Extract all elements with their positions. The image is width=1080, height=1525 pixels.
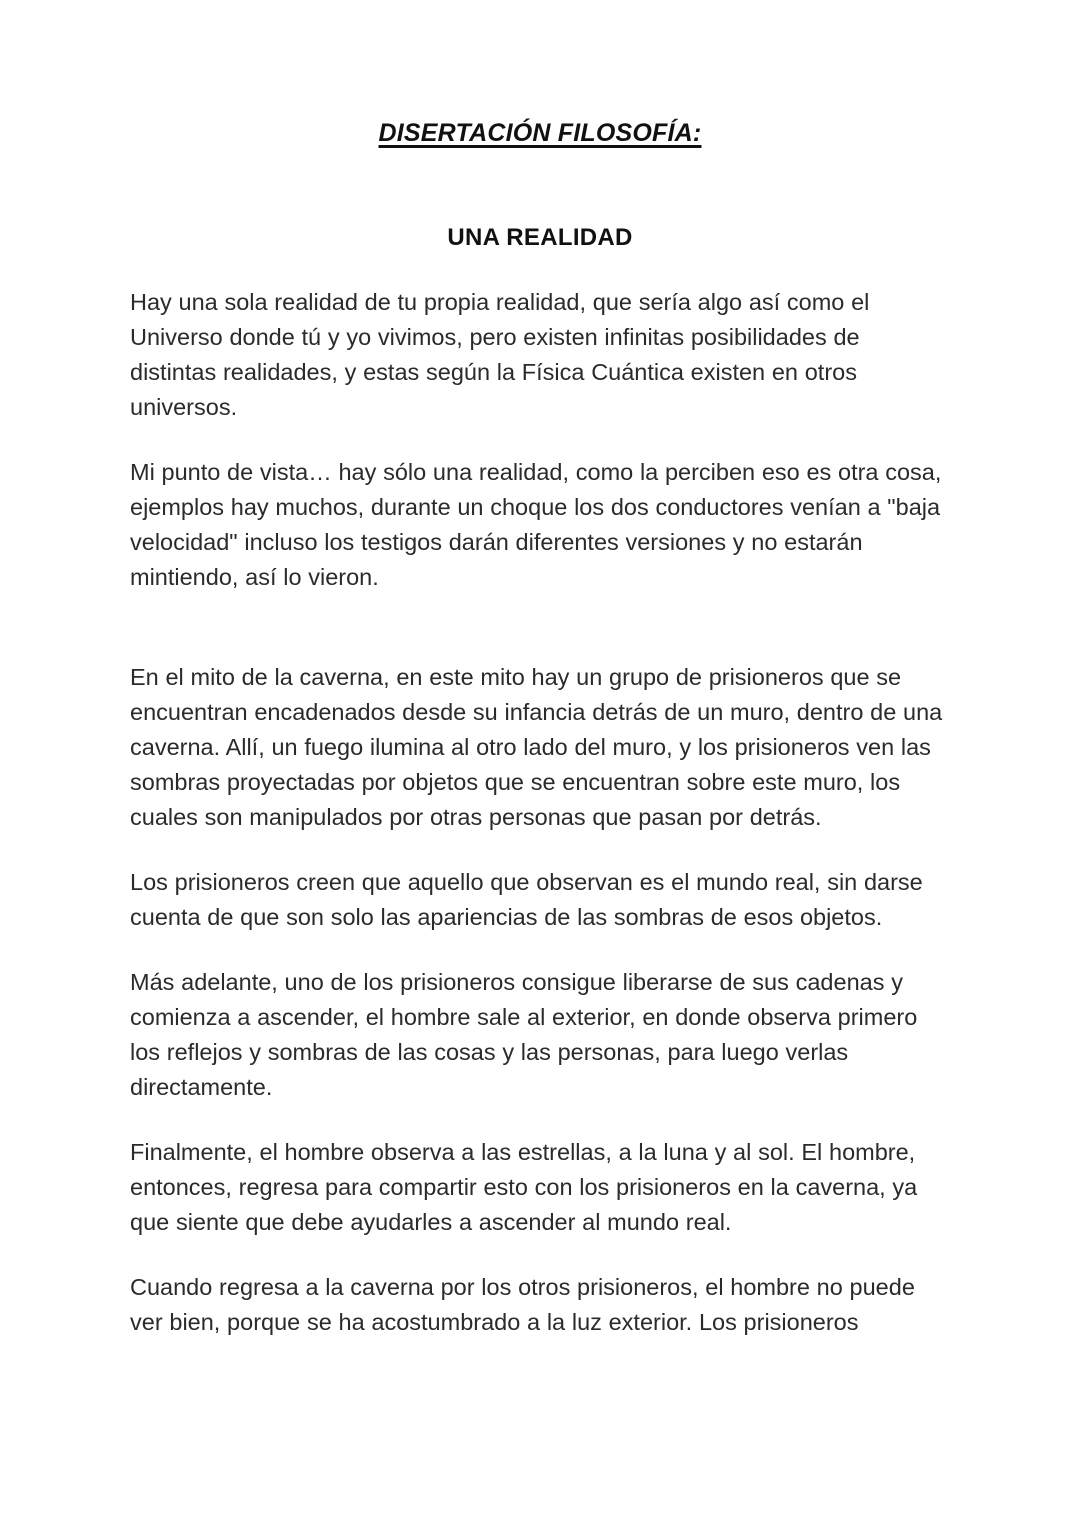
spacer: [130, 1105, 950, 1135]
paragraph-5: Más adelante, uno de los prisioneros consigue liberarse de sus cadenas y comienza a ascender, el hombre sale al exterior, en donde observa primero los reflejos y sombras de las cosas y las personas, para luego verlas directamente.: [130, 969, 918, 1100]
spacer: [130, 253, 950, 285]
section-title: UNA REALIDAD: [447, 224, 633, 251]
spacer: [130, 835, 950, 865]
spacer: [130, 425, 950, 455]
page-title-text: DISERTACIÓN FILOSOFÍA:: [378, 119, 702, 147]
page-title: [130, 118, 950, 148]
spacer: [130, 935, 950, 965]
spacer: [130, 1240, 950, 1270]
paragraph-1: Hay una sola realidad de tu propia realidad, que sería algo así como el Universo donde tú y yo vivimos, pero existen infinitas posibilidades de distintas realidades, y estas según la Física Cuántica existen en otros universos.: [130, 289, 870, 420]
paragraph-7: Cuando regresa a la caverna por los otros prisioneros, el hombre no puede ver bien, porque se ha acostumbrado a la luz exterior. Los prisioneros: [130, 1274, 915, 1335]
paragraph-3: En el mito de la caverna, en este mito hay un grupo de prisioneros que se encuentran encadenados desde su infancia detrás de un muro, dentro de una caverna. Allí, un fuego ilumina al otro lado del muro, y los prisioneros ven las sombras proyectadas por objetos que se encuentran sobre este muro, los cuales son manipulados por otras personas que pasan por detrás.: [130, 664, 943, 830]
document-body: [130, 118, 950, 1340]
paragraph-4: Los prisioneros creen que aquello que observan es el mundo real, sin darse cuenta de que son solo las apariencias de las sombras de esos objetos.: [130, 869, 923, 930]
spacer-blank-paragraph: [130, 595, 950, 660]
spacer: [130, 148, 950, 223]
paragraph-2: Mi punto de vista… hay sólo una realidad, como la perciben eso es otra cosa, ejemplos hay muchos, durante un choque los dos conductores venían a "baja velocidad" incluso los testigos darán diferentes versiones y no estarán mintiendo, así lo vieron.: [130, 459, 942, 590]
paragraph-6: Finalmente, el hombre observa a las estrellas, a la luna y al sol. El hombre, entonces, regresa para compartir esto con los prisioneros en la caverna, ya que siente que debe ayudarles a ascender al mundo real.: [130, 1139, 918, 1235]
